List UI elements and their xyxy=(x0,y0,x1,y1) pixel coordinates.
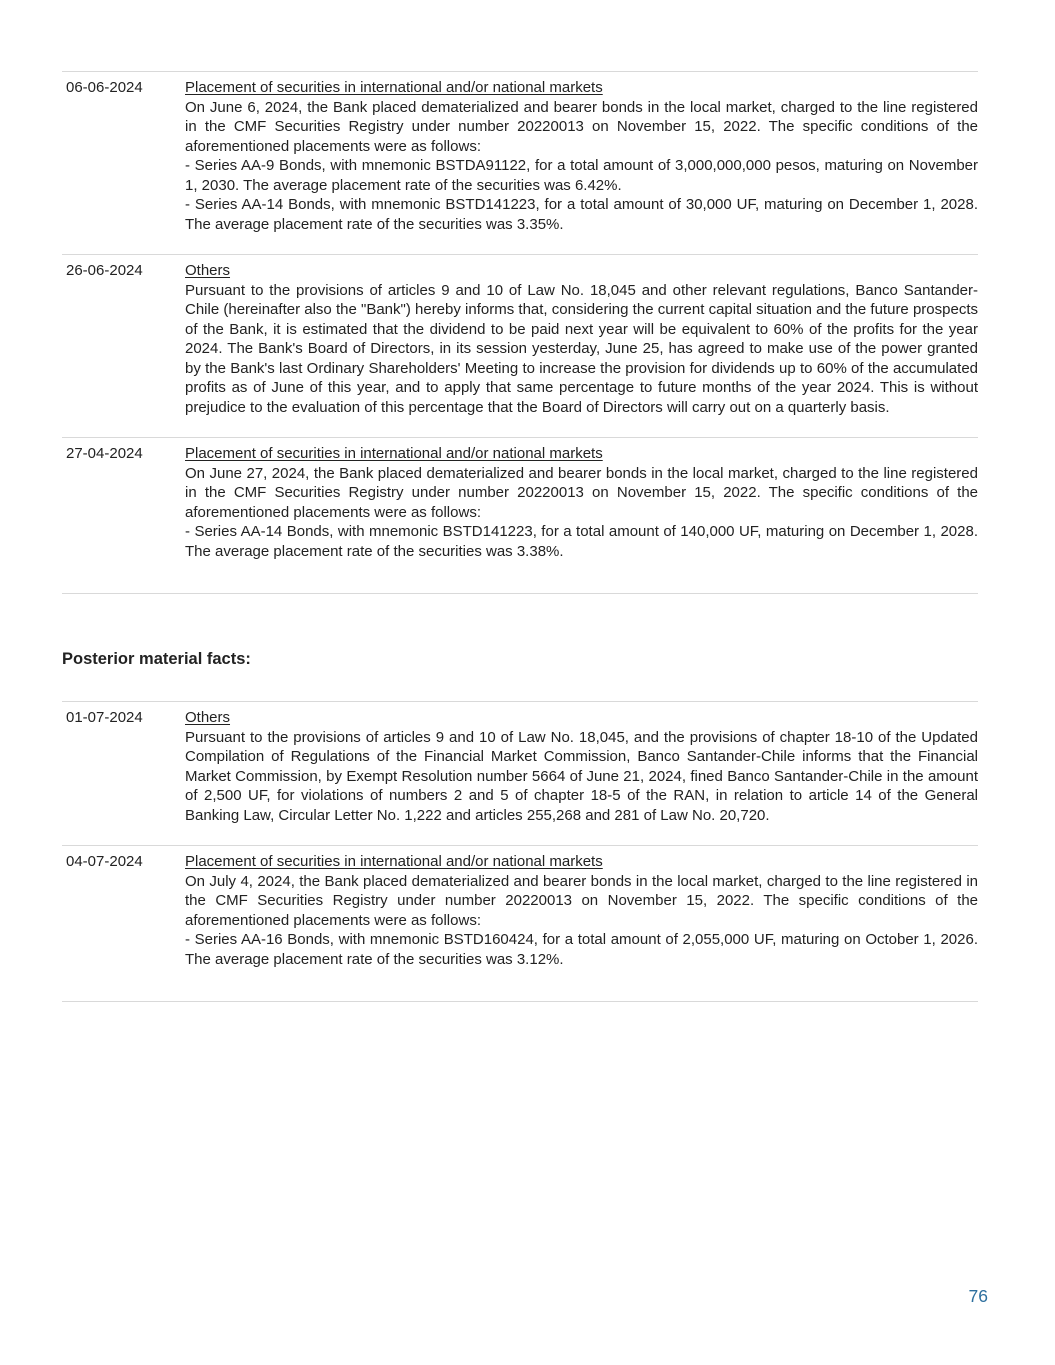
table-row xyxy=(62,254,978,437)
fact-date: 04-07-2024 xyxy=(66,853,143,870)
fact-title: Placement of securities in international and/or national markets xyxy=(185,445,603,462)
fact-paragraph: - Series AA-14 Bonds, with mnemonic BSTD141223, for a total amount of 140,000 UF, maturing on December 1, 2028. The average placement rate of the securities was 3.38%. xyxy=(185,523,978,560)
fact-body xyxy=(185,852,978,969)
fact-paragraph: Pursuant to the provisions of articles 9 and 10 of Law No. 18,045 and other relevant regulations, Banco Santander-Chile (hereinafter also the "Bank") hereby informs that, considering the current capital situation and the future prospects of the Bank, it is estimated that the dividend to be paid next year will be equivalent to 60% of the profits for the year 2024. The Bank's Board of Directors, in its session yesterday, June 25, has agreed to make use of the power granted by the Bank's last Ordinary Shareholders' Meeting to increase the provision for dividends up to 60% of the accumulated profits as of June of this year, and to apply that same percentage to future months of the year 2024. This is without prejudice to the evaluation of this percentage that the Board of Directors will carry out on a quarterly basis. xyxy=(185,281,978,416)
posterior-facts-table xyxy=(62,701,978,1002)
fact-body xyxy=(185,261,978,417)
posterior-facts-heading: Posterior material facts: xyxy=(62,650,251,668)
fact-date: 26-06-2024 xyxy=(66,262,143,279)
table-row xyxy=(62,701,978,845)
fact-date: 01-07-2024 xyxy=(66,709,143,726)
fact-title: Others xyxy=(185,262,231,279)
table-row xyxy=(62,437,978,593)
fact-title: Others xyxy=(185,709,231,726)
fact-body xyxy=(185,708,978,825)
fact-paragraph: - Series AA-16 Bonds, with mnemonic BSTD160424, for a total amount of 2,055,000 UF, maturing on October 1, 2026. The average placement rate of the securities was 3.12%. xyxy=(185,931,978,968)
fact-title: Placement of securities in international and/or national markets xyxy=(185,79,603,96)
table-row xyxy=(62,845,978,1001)
fact-date: 27-04-2024 xyxy=(66,445,143,462)
fact-body xyxy=(185,444,978,561)
material-facts-table xyxy=(62,71,978,594)
fact-body xyxy=(185,78,978,234)
page-number: 76 xyxy=(968,1286,988,1306)
table-row xyxy=(62,71,978,254)
fact-paragraph: On July 4, 2024, the Bank placed dematerialized and bearer bonds in the local market, charged to the line registered in the CMF Securities Registry under number 20220013 on November 15, 2022. The specific conditions of the aforementioned placements were as follows: xyxy=(185,872,978,929)
fact-paragraph: Pursuant to the provisions of articles 9 and 10 of Law No. 18,045, and the provisions of chapter 18-10 of the Updated Compilation of Regulations of the Financial Market Commission, Banco Santander-Chile informs that the Financial Market Commission, by Exempt Resolution number 5664 of June 21, 2024, fined Banco Santander-Chile in the amount of 2,500 UF, for violations of numbers 2 and 5 of chapter 18-5 of the RAN, in relation to article 14 of the General Banking Law, Circular Letter No. 1,222 and articles 255,268 and 281 of Law No. 20,720. xyxy=(185,728,978,824)
fact-date: 06-06-2024 xyxy=(66,79,143,96)
fact-paragraph: On June 27, 2024, the Bank placed dematerialized and bearer bonds in the local market, charged to the line registered in the CMF Securities Registry under number 20220013 on November 15, 2022. The specific conditions of the aforementioned placements were as follows: xyxy=(185,464,978,521)
fact-paragraph: On June 6, 2024, the Bank placed dematerialized and bearer bonds in the local market, charged to the line registered in the CMF Securities Registry under number 20220013 on November 15, 2022. The specific conditions of the aforementioned placements were as follows: xyxy=(185,98,978,155)
fact-paragraph: - Series AA-14 Bonds, with mnemonic BSTD141223, for a total amount of 30,000 UF, maturing on December 1, 2028. The average placement rate of the securities was 3.35%. xyxy=(185,196,978,233)
fact-title: Placement of securities in international and/or national markets xyxy=(185,853,603,870)
fact-paragraph: - Series AA-9 Bonds, with mnemonic BSTDA91122, for a total amount of 3,000,000,000 pesos, maturing on November 1, 2030. The average placement rate of the securities was 6.42%. xyxy=(185,157,978,194)
